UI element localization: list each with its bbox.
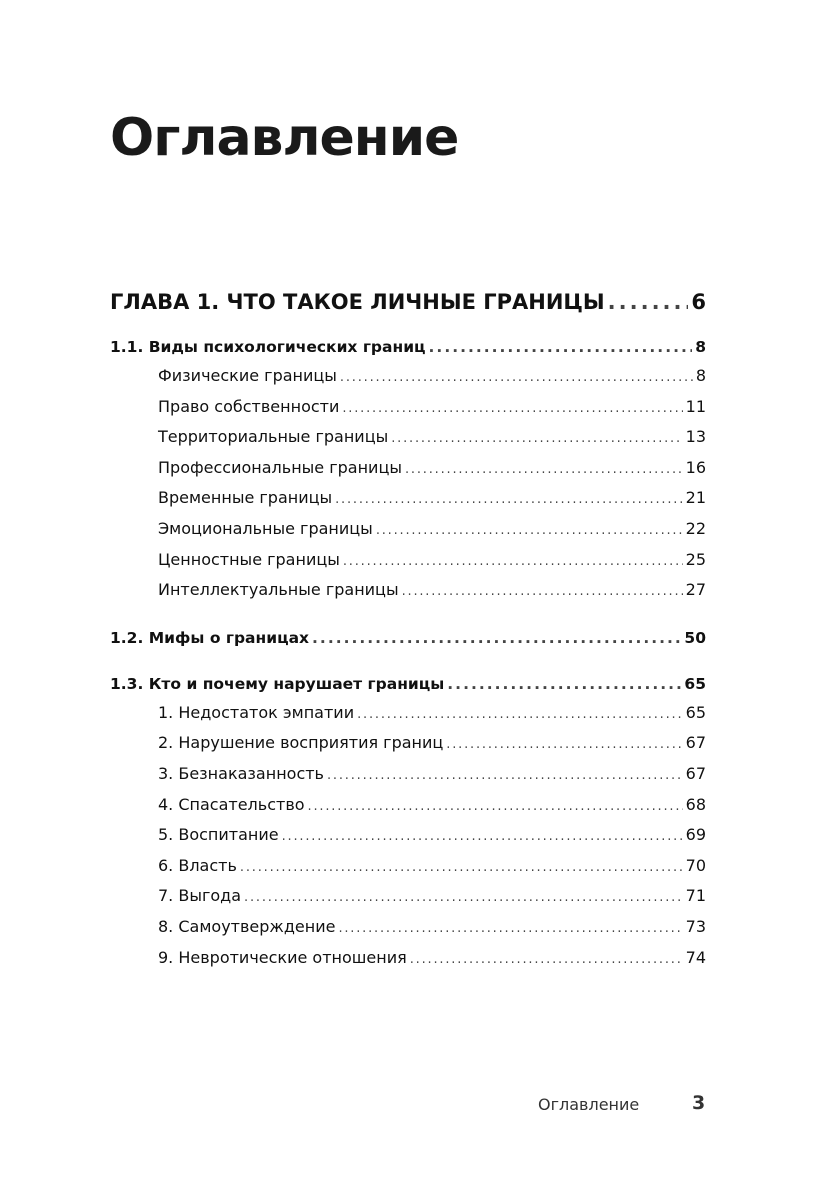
toc-section-1-2[interactable] [110, 629, 706, 647]
item-title: Интеллектуальные границы [158, 580, 399, 600]
section-spacer [110, 611, 706, 629]
dot-leader [244, 890, 683, 905]
section-page-number: 50 [684, 628, 706, 647]
toc-item[interactable] [158, 886, 706, 917]
section-spacer [110, 657, 706, 675]
item-title: Профессиональные границы [158, 457, 402, 477]
item-page-number: 22 [685, 518, 706, 538]
dot-leader [312, 629, 681, 647]
toc-item[interactable] [158, 397, 706, 428]
toc-item[interactable] [158, 519, 706, 550]
dot-leader [608, 290, 689, 314]
toc-item[interactable] [158, 366, 706, 397]
toc-item[interactable] [158, 703, 706, 734]
toc-section-1-1[interactable] [110, 338, 706, 356]
dot-leader [335, 492, 683, 507]
section-page-number: 65 [684, 674, 706, 693]
toc-item[interactable] [158, 580, 706, 611]
section-title: 1.2. Мифы о границах [110, 628, 310, 647]
item-title: Ценностные границы [158, 549, 340, 569]
dot-leader [342, 401, 682, 416]
dot-leader [391, 431, 682, 446]
item-page-number: 73 [685, 916, 706, 936]
toc-item[interactable] [158, 795, 706, 826]
item-title: Временные границы [158, 488, 333, 508]
dot-leader [327, 768, 683, 783]
item-page-number: 69 [685, 825, 706, 845]
toc-section-1-3[interactable] [110, 675, 706, 693]
page-title: Оглавление [110, 108, 459, 168]
toc-item[interactable] [158, 458, 706, 489]
table-of-contents [110, 290, 706, 978]
dot-leader [446, 737, 682, 752]
chapter-title: ГЛАВА 1. ЧТО ТАКОЕ ЛИЧНЫЕ ГРАНИЦЫ [110, 290, 605, 314]
dot-leader [240, 860, 683, 875]
dot-leader [340, 370, 693, 385]
dot-leader [402, 584, 683, 599]
toc-item[interactable] [158, 856, 706, 887]
item-title: Территориальные границы [158, 427, 389, 447]
dot-leader [429, 338, 693, 356]
item-page-number: 25 [685, 549, 706, 569]
item-title: 1. Недостаток эмпатии [158, 702, 355, 722]
item-page-number: 13 [685, 427, 706, 447]
item-page-number: 67 [685, 763, 706, 783]
dot-leader [357, 707, 683, 722]
toc-item[interactable] [158, 427, 706, 458]
item-title: Эмоциональные границы [158, 518, 373, 538]
toc-item[interactable] [158, 825, 706, 856]
item-title: 7. Выгода [158, 886, 242, 906]
item-title: 8. Самоутверждение [158, 916, 336, 936]
item-page-number: 8 [695, 366, 706, 385]
dot-leader [410, 952, 683, 967]
dot-leader [343, 554, 683, 569]
item-page-number: 65 [685, 702, 706, 722]
section-page-number: 8 [695, 338, 706, 356]
item-page-number: 27 [685, 580, 706, 600]
item-page-number: 16 [685, 457, 706, 477]
section-title: 1.3. Кто и почему нарушает границы [110, 674, 445, 693]
item-title: 9. Невротические отношения [158, 947, 407, 967]
item-page-number: 70 [685, 855, 706, 875]
item-title: 6. Власть [158, 855, 237, 875]
toc-item[interactable] [158, 917, 706, 948]
item-title: 3. Безнаказанность [158, 763, 324, 783]
item-title: 2. Нарушение восприятия границ [158, 733, 444, 753]
item-page-number: 21 [685, 488, 706, 508]
toc-item[interactable] [158, 733, 706, 764]
item-title: 5. Воспитание [158, 825, 279, 845]
toc-item[interactable] [158, 488, 706, 519]
toc-item[interactable] [158, 550, 706, 581]
dot-leader [376, 523, 683, 538]
dot-leader [282, 829, 683, 844]
item-page-number: 74 [685, 947, 706, 967]
item-page-number: 68 [685, 794, 706, 814]
chapter-page-number: 6 [691, 290, 706, 314]
dot-leader [447, 675, 681, 693]
dot-leader [405, 462, 683, 477]
dot-leader [338, 921, 682, 936]
item-title: 4. Спасательство [158, 794, 305, 814]
item-title: Физические границы [158, 366, 337, 385]
section-title: 1.1. Виды психологических границ [110, 338, 426, 356]
toc-chapter-1[interactable] [110, 290, 706, 314]
item-page-number: 11 [685, 396, 706, 416]
toc-item[interactable] [158, 948, 706, 979]
item-page-number: 71 [685, 886, 706, 906]
running-footer-label: Оглавление [538, 1095, 640, 1114]
page-number: 3 [692, 1092, 706, 1114]
dot-leader [308, 799, 683, 814]
toc-item[interactable] [158, 764, 706, 795]
item-page-number: 67 [685, 733, 706, 753]
item-title: Право собственности [158, 396, 340, 416]
